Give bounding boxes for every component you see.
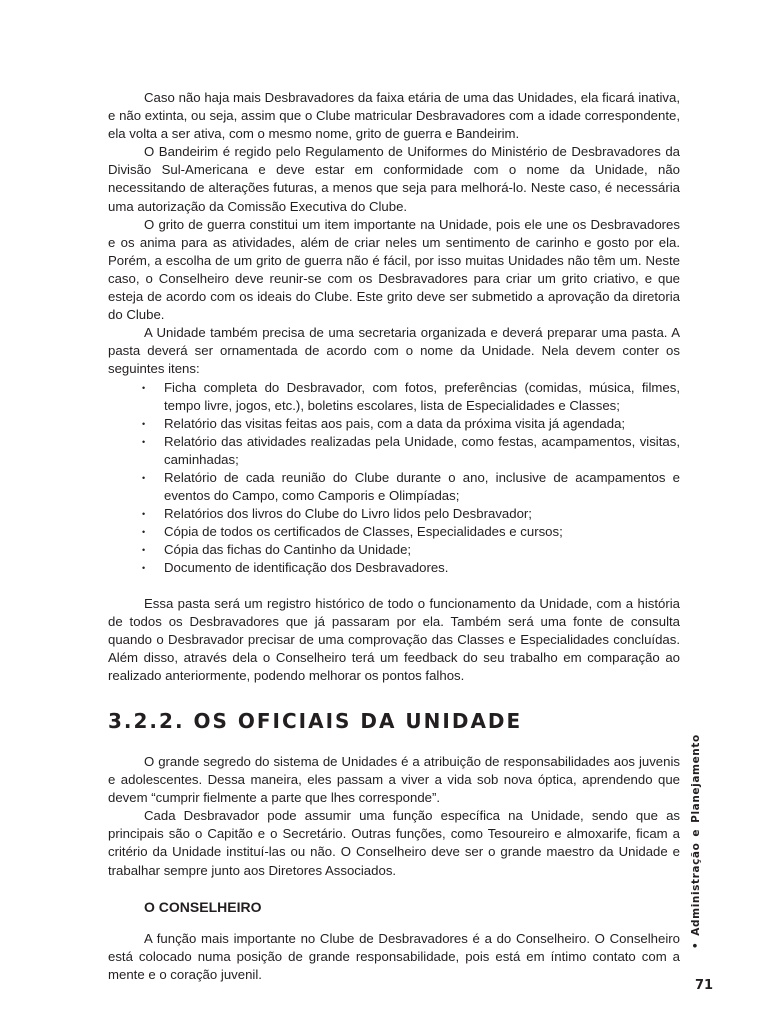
paragraph: Caso não haja mais Desbravadores da faixa etária de uma das Unidades, ela ficará inativa, e não extinta, ou seja, assim que o Clube matricular Desbravadores com a idade correspondente, ela volta a ser ativa, com o mesmo nome, grito de guerra e Bandeirim. <box>108 90 680 142</box>
list-item: • Cópia das fichas do Cantinho da Unidade; <box>164 541 680 559</box>
paragraph: Essa pasta será um registro histórico de todo o funcionamento da Unidade, com a história de todos os Desbravadores que já passaram por ela. Também será uma fonte de consulta quando o Desbravador precisar de uma comprovação das Classes e Especialidades concluídas. Além disso, através dela o Conselheiro terá um feedback do seu trabalho em comparação ao realizado anteriormente, podendo melhorar os pontos falhos. <box>108 595 680 683</box>
paragraph: O Bandeirim é regido pelo Regulamento de Uniformes do Ministério de Desbravadores da Divisão Sul-Americana e deve estar em conformidade com o nome da Unidade, não necessitando de alterações futuras, a menos que seja para melhorá-lo. Neste caso, é necessária uma autorização da Comissão Executiva do Clube. <box>108 144 680 214</box>
sub-heading: O CONSELHEIRO <box>144 898 262 915</box>
list-item: • Ficha completa do Desbravador, com fotos, preferências (comidas, música, filmes, tempo livre, jogos, etc.), boletins escolares, lista de Especialidades e Classes; <box>164 379 680 415</box>
paragraph: A função mais importante no Clube de Desbravadores é a do Conselheiro. O Conselheiro está colocado numa posição de grande responsabilidade, pois está em íntimo contato com a mente e o coração juvenil. <box>108 930 680 982</box>
list-item: • Relatório das visitas feitas aos pais, com a data da próxima visita já agendada; <box>164 415 680 433</box>
list-item: • Documento de identificação dos Desbravadores. <box>164 559 680 577</box>
list-item: • Relatórios dos livros do Clube do Livro lidos pelo Desbravador; <box>164 505 680 523</box>
running-header-vertical: •AdministraçãoePlanejamento <box>690 734 702 949</box>
section-heading: 3.2.2. OS OFICIAIS DA UNIDADE <box>108 709 523 733</box>
list-item: • Relatório das atividades realizadas pela Unidade, como festas, acampamentos, visitas, caminhadas; <box>164 433 680 469</box>
paragraph: O grito de guerra constitui um item importante na Unidade, pois ele une os Desbravadores e os anima para as atividades, além de criar neles um sentimento de carinho e gosto por ela. Porém, a escolha de um grito de guerra não é fácil, por isso muitas Unidades não têm um. Neste caso, o Conselheiro deve reunir-se com os Desbravadores para criar um grito criativo, e que esteja de acordo com os ideais do Clube. Este grito deve ser submetido a aprovação da diretoria do Clube. <box>108 216 680 323</box>
list-item: • Cópia de todos os certificados de Classes, Especialidades e cursos; <box>164 523 680 541</box>
paragraph: O grande segredo do sistema de Unidades é a atribuição de responsabilidades aos juvenis e adolescentes. Dessa maneira, eles passam a viver a vida sob nova óptica, aprendendo que devem “cumprir fielmente a parte que lhes corresponde”. <box>108 754 680 806</box>
paragraph: Cada Desbravador pode assumir uma função específica na Unidade, sendo que as principais são o Capitão e o Secretário. Outras funções, como Tesoureiro e almoxarife, ficam a critério da Unidade instituí-las ou não. O Conselheiro deve ser o grande maestro da Unidade e trabalhar sempre junto aos Diretores Associados. <box>108 808 680 878</box>
list-item: • Relatório de cada reunião do Clube durante o ano, inclusive de acampamentos e eventos do Campo, como Camporis e Olimpíadas; <box>164 469 680 505</box>
side-label-sep: e <box>690 828 702 837</box>
side-label-left: Administração <box>690 842 702 936</box>
page-number: 71 <box>695 978 714 993</box>
folder-items-list <box>108 379 680 578</box>
paragraph: A Unidade também precisa de uma secretaria organizada e deverá preparar uma pasta. A pasta deverá ser ornamentada de acordo com o nome da Unidade. Nela devem conter os seguintes itens: <box>108 325 680 377</box>
side-label-right: Planejamento <box>690 734 702 823</box>
page-body <box>108 89 680 984</box>
